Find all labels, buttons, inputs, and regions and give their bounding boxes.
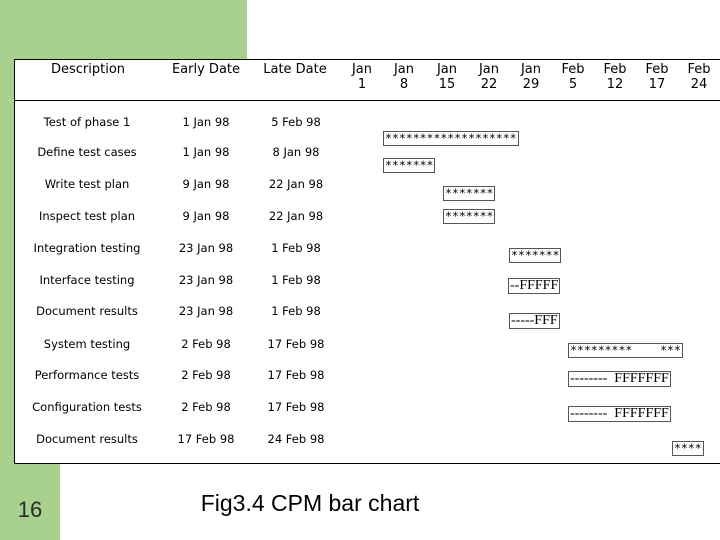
decor-top-green (0, 0, 247, 60)
task-description: System testing (43, 337, 131, 351)
task-early-date: 2 Feb 98 (181, 368, 231, 382)
task-description: Configuration tests (32, 400, 142, 414)
task-late-date: 17 Feb 98 (267, 337, 325, 351)
task-early-date: 2 Feb 98 (181, 337, 231, 351)
task-late-date: 1 Feb 98 (271, 241, 321, 255)
task-bar: -------- FFFFFFF (570, 371, 669, 386)
task-bar: ******* (445, 186, 494, 200)
task-description: Performance tests (34, 368, 140, 382)
task-early-date: 1 Jan 98 (182, 145, 230, 159)
task-description: Document results (36, 304, 138, 318)
task-bar: ********* *** (570, 343, 681, 357)
task-late-date: 1 Feb 98 (271, 304, 321, 318)
week-label: Feb 24 (687, 62, 711, 92)
task-late-date: 22 Jan 98 (268, 177, 324, 191)
task-late-date: 5 Feb 98 (271, 115, 321, 129)
week-label: Jan 22 (478, 62, 500, 92)
task-early-date: 23 Jan 98 (178, 304, 234, 318)
figure-caption: Fig3.4 CPM bar chart (200, 490, 420, 516)
task-bar: -----FFF (511, 313, 558, 328)
task-description: Inspect test plan (38, 209, 136, 223)
task-early-date: 17 Feb 98 (177, 432, 235, 446)
task-late-date: 17 Feb 98 (267, 400, 325, 414)
task-early-date: 1 Jan 98 (182, 115, 230, 129)
header-late-date: Late Date (263, 62, 327, 77)
week-label: Feb 5 (561, 62, 585, 92)
header-description: Description (50, 62, 126, 77)
task-description: Document results (36, 432, 138, 446)
task-late-date: 24 Feb 98 (267, 432, 325, 446)
task-early-date: 2 Feb 98 (181, 400, 231, 414)
week-label: Jan 15 (436, 62, 458, 92)
task-bar: --FFFFF (510, 278, 559, 293)
task-bar: ******************* (385, 131, 517, 145)
task-late-date: 22 Jan 98 (268, 209, 324, 223)
task-late-date: 8 Jan 98 (272, 145, 320, 159)
week-label: Jan 1 (351, 62, 373, 92)
slide-number: 16 (17, 497, 43, 522)
week-label: Feb 17 (645, 62, 669, 92)
task-late-date: 1 Feb 98 (271, 273, 321, 287)
task-bar: ******* (385, 158, 434, 172)
task-description: Interface testing (39, 273, 135, 287)
week-label: Feb 12 (603, 62, 627, 92)
task-description: Write test plan (44, 177, 130, 191)
task-bar: -------- FFFFFFF (570, 406, 669, 421)
task-late-date: 17 Feb 98 (267, 368, 325, 382)
week-label: Jan 8 (393, 62, 415, 92)
decor-left-green (0, 0, 14, 470)
task-description: Test of phase 1 (43, 115, 131, 129)
task-early-date: 9 Jan 98 (182, 177, 230, 191)
header-divider (14, 100, 720, 101)
task-early-date: 9 Jan 98 (182, 209, 230, 223)
task-description: Integration testing (33, 241, 141, 255)
task-early-date: 23 Jan 98 (178, 273, 234, 287)
task-bar: **** (674, 441, 702, 455)
task-description: Define test cases (37, 145, 137, 159)
task-bar: ******* (511, 248, 560, 262)
task-bar: ******* (445, 209, 494, 223)
task-early-date: 23 Jan 98 (178, 241, 234, 255)
header-early-date: Early Date (171, 62, 241, 77)
week-label: Jan 29 (520, 62, 542, 92)
